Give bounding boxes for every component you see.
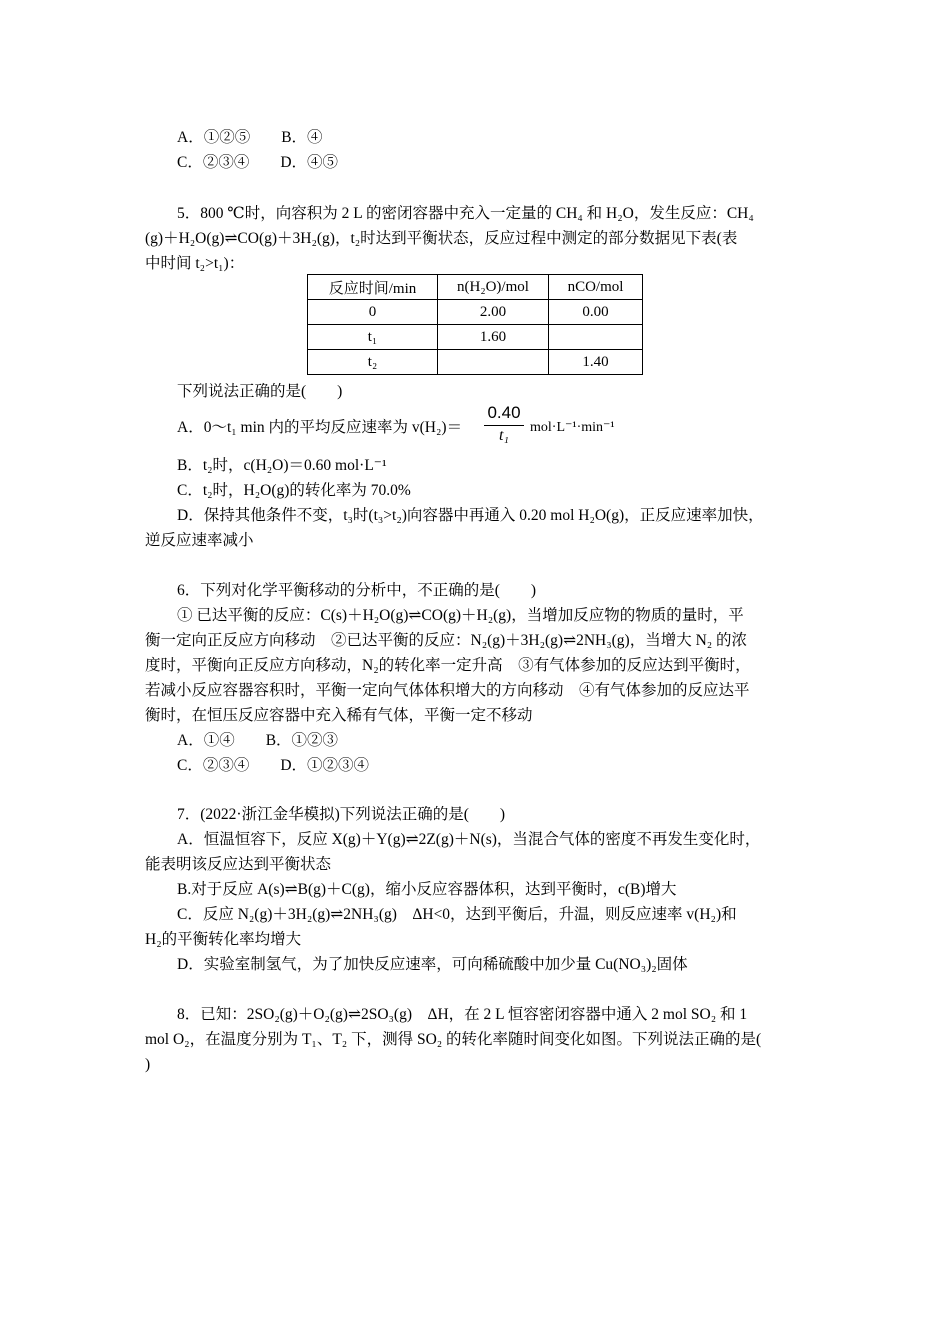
- q5-option-a-unit: mol·L⁻¹·min⁻¹: [530, 420, 615, 435]
- q6-stem-line4: 度时，平衡向正反应方向移动，N₂的转化率一定升高 ③有气体参加的反应达到平衡时，: [145, 657, 751, 674]
- q4-options-cd: C．②③④ D．④⑤: [177, 154, 339, 171]
- q6-stem-line2: ① 已达平衡的反应：C(s)＋H₂O(g)⇌CO(g)＋H₂(g)，当增加反应物的物质的量时，平: [177, 607, 744, 624]
- q6-stem-line6: 衡时，在恒压反应容器中充入稀有气体，平衡一定不移动: [145, 707, 533, 724]
- q7-option-c-line2: H₂的平衡转化率均增大: [145, 931, 302, 948]
- table-row: [308, 300, 643, 325]
- q5-option-d-line2: 逆反应速率减小: [145, 532, 254, 549]
- q5-stem-line2: (g)＋H₂O(g)⇌CO(g)＋3H₂(g)，t₂时达到平衡状态，反应过程中测定的部分数据见下表(表: [145, 230, 738, 247]
- q5-option-c: C．t₂时，H₂O(g)的转化率为 70.0%: [177, 482, 411, 499]
- q7-option-b: B.对于反应 A(s)⇌B(g)＋C(g)，缩小反应容器体积，达到平衡时，c(B)增大: [177, 881, 677, 898]
- q7-option-c-line1: C．反应 N₂(g)＋3H₂(g)⇌2NH₃(g) ΔH<0，达到平衡后，升温，则反应速率 v(H₂)和: [177, 906, 737, 923]
- table-cell: [438, 350, 549, 375]
- q7-option-a-line1: A．恒温恒容下，反应 X(g)＋Y(g)⇌2Z(g)＋N(s)，当混合气体的密度不再发生变化时，: [177, 831, 761, 848]
- table-cell: 0.00: [549, 300, 643, 325]
- q6-stem-line3: 衡一定向正反应方向移动 ②已达平衡的反应：N₂(g)＋3H₂(g)⇌2NH₃(g)，当增大 N₂ 的浓: [145, 632, 748, 649]
- table-row: [308, 350, 643, 375]
- table-cell: t₂: [308, 350, 438, 375]
- table-header: n(H₂O)/mol: [438, 275, 549, 300]
- q5-option-d-line1: D．保持其他条件不变，t₃时(t₃>t₂)向容器中再通入 0.20 mol H₂O(g)，正反应速率加快，: [177, 507, 764, 524]
- fraction-denominator: t₁: [498, 427, 509, 444]
- table-header: nCO/mol: [549, 275, 643, 300]
- table-cell: 0: [308, 300, 438, 325]
- fraction-numerator: 0.40: [487, 403, 521, 422]
- q5-stem-line3: 中时间 t₂>t₁)：: [145, 255, 245, 272]
- q7-option-d: D．实验室制氢气，为了加快反应速率，可向稀硫酸中加少量 Cu(NO₃)₂固体: [177, 956, 688, 973]
- q6-options-cd: C．②③④ D．①②③④: [177, 757, 370, 774]
- q5-stem-line1: 5．800 ℃时，向容积为 2 L 的密闭容器中充入一定量的 CH₄ 和 H₂O，发生反应：CH₄: [177, 205, 754, 222]
- table-cell: t₁: [308, 325, 438, 350]
- table-cell: 2.00: [438, 300, 549, 325]
- table-row: [308, 325, 643, 350]
- q7-option-a-line2: 能表明该反应达到平衡状态: [145, 856, 332, 873]
- q5-option-b: B．t₂时，c(H₂O)＝0.60 mol·L⁻¹: [177, 457, 387, 474]
- q5-prompt: 下列说法正确的是( ): [177, 383, 343, 400]
- q8-stem-line3: ): [145, 1056, 151, 1073]
- q8-stem-line2: mol O₂，在温度分别为 T₁、T₂ 下，测得 SO₂ 的转化率随时间变化如图。下列说法正确的是(: [145, 1031, 762, 1048]
- q6-options-ab: A．①④ B．①②③: [177, 732, 339, 749]
- table-cell: [549, 325, 643, 350]
- table-cell: 1.40: [549, 350, 643, 375]
- table-header: 反应时间/min: [308, 275, 438, 300]
- q5-data-table: [307, 274, 643, 375]
- q4-options-ab: A．①②⑤ B．④: [177, 129, 323, 146]
- q5-option-a-fraction: [482, 403, 526, 446]
- q6-stem-line5: 若减小反应容器容积时，平衡一定向气体体积增大的方向移动 ④有气体参加的反应达平: [145, 682, 750, 699]
- q6-stem-line1: 6．下列对化学平衡移动的分析中，不正确的是( ): [177, 582, 537, 599]
- table-header-row: [308, 275, 643, 300]
- q5-option-a-text: A．0～t₁ min 内的平均反应速率为 v(H₂)＝: [177, 419, 463, 436]
- q8-stem-line1: 8．已知：2SO₂(g)＋O₂(g)⇌2SO₃(g) ΔH，在 2 L 恒容密闭容器中通入 2 mol SO₂ 和 1: [177, 1006, 748, 1023]
- table-cell: 1.60: [438, 325, 549, 350]
- q7-stem: 7．(2022·浙江金华模拟)下列说法正确的是( ): [177, 806, 506, 823]
